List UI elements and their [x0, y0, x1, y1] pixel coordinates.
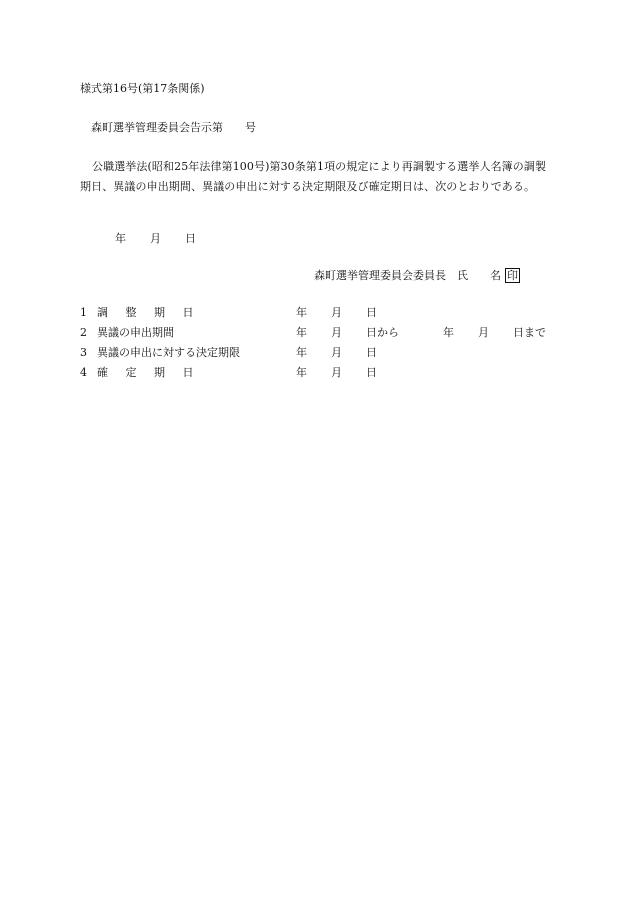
notice-body: 公職選挙法(昭和25年法律第100号)第30条第1項の規定により再調製する選挙人名簿の調製期日、異議の申出期間、異議の申出に対する決定期限及び確定期日は、次のとおりである。: [80, 160, 547, 193]
schedule-day: 日: [366, 346, 377, 359]
schedule-number: 3: [80, 346, 87, 359]
seal-mark: 印: [507, 269, 518, 282]
schedule-month: 月: [331, 346, 342, 359]
schedule-dates: [296, 326, 546, 340]
schedule-row: [80, 326, 560, 346]
notice-date: [115, 232, 196, 246]
signature-title: 森町選挙管理委員会委員長 氏 名: [314, 269, 501, 282]
schedule-row: [80, 346, 560, 366]
schedule-number: 2: [80, 326, 87, 339]
signature-line: [314, 268, 520, 283]
schedule-year: 年: [296, 326, 307, 339]
schedule-dates: [296, 366, 377, 380]
form-label: 様式第16号(第17条関係): [80, 82, 205, 95]
schedule-dates: [296, 306, 377, 320]
schedule-number: 4: [80, 366, 87, 379]
date-day: 日: [185, 232, 196, 245]
schedule-day: 日から: [366, 326, 399, 339]
schedule-month: 月: [331, 306, 342, 319]
schedule-label: 異議の申出に対する決定期限: [97, 346, 240, 359]
schedule-month: 月: [331, 326, 342, 339]
date-month: 月: [150, 232, 161, 245]
schedule-label: 確 定 期 日: [97, 366, 201, 379]
schedule-label: 異議の申出期間: [97, 326, 174, 339]
schedule-number: 1: [80, 306, 87, 319]
schedule-month-end: 月: [478, 326, 489, 339]
schedule-year: 年: [296, 366, 307, 379]
schedule-year: 年: [296, 306, 307, 319]
schedule-day: 日: [366, 366, 377, 379]
schedule-month: 月: [331, 366, 342, 379]
notice-title: 森町選挙管理委員会告示第 号: [91, 121, 256, 134]
schedule-year-end: 年: [443, 326, 454, 339]
schedule-row: [80, 366, 560, 386]
schedule-year: 年: [296, 346, 307, 359]
schedule-day: 日: [366, 306, 377, 319]
schedule-list: [80, 306, 560, 386]
schedule-day-end: 日まで: [513, 326, 546, 339]
schedule-dates: [296, 346, 377, 360]
date-year: 年: [115, 232, 126, 245]
schedule-label: 調 整 期 日: [97, 306, 201, 319]
schedule-row: [80, 306, 560, 326]
